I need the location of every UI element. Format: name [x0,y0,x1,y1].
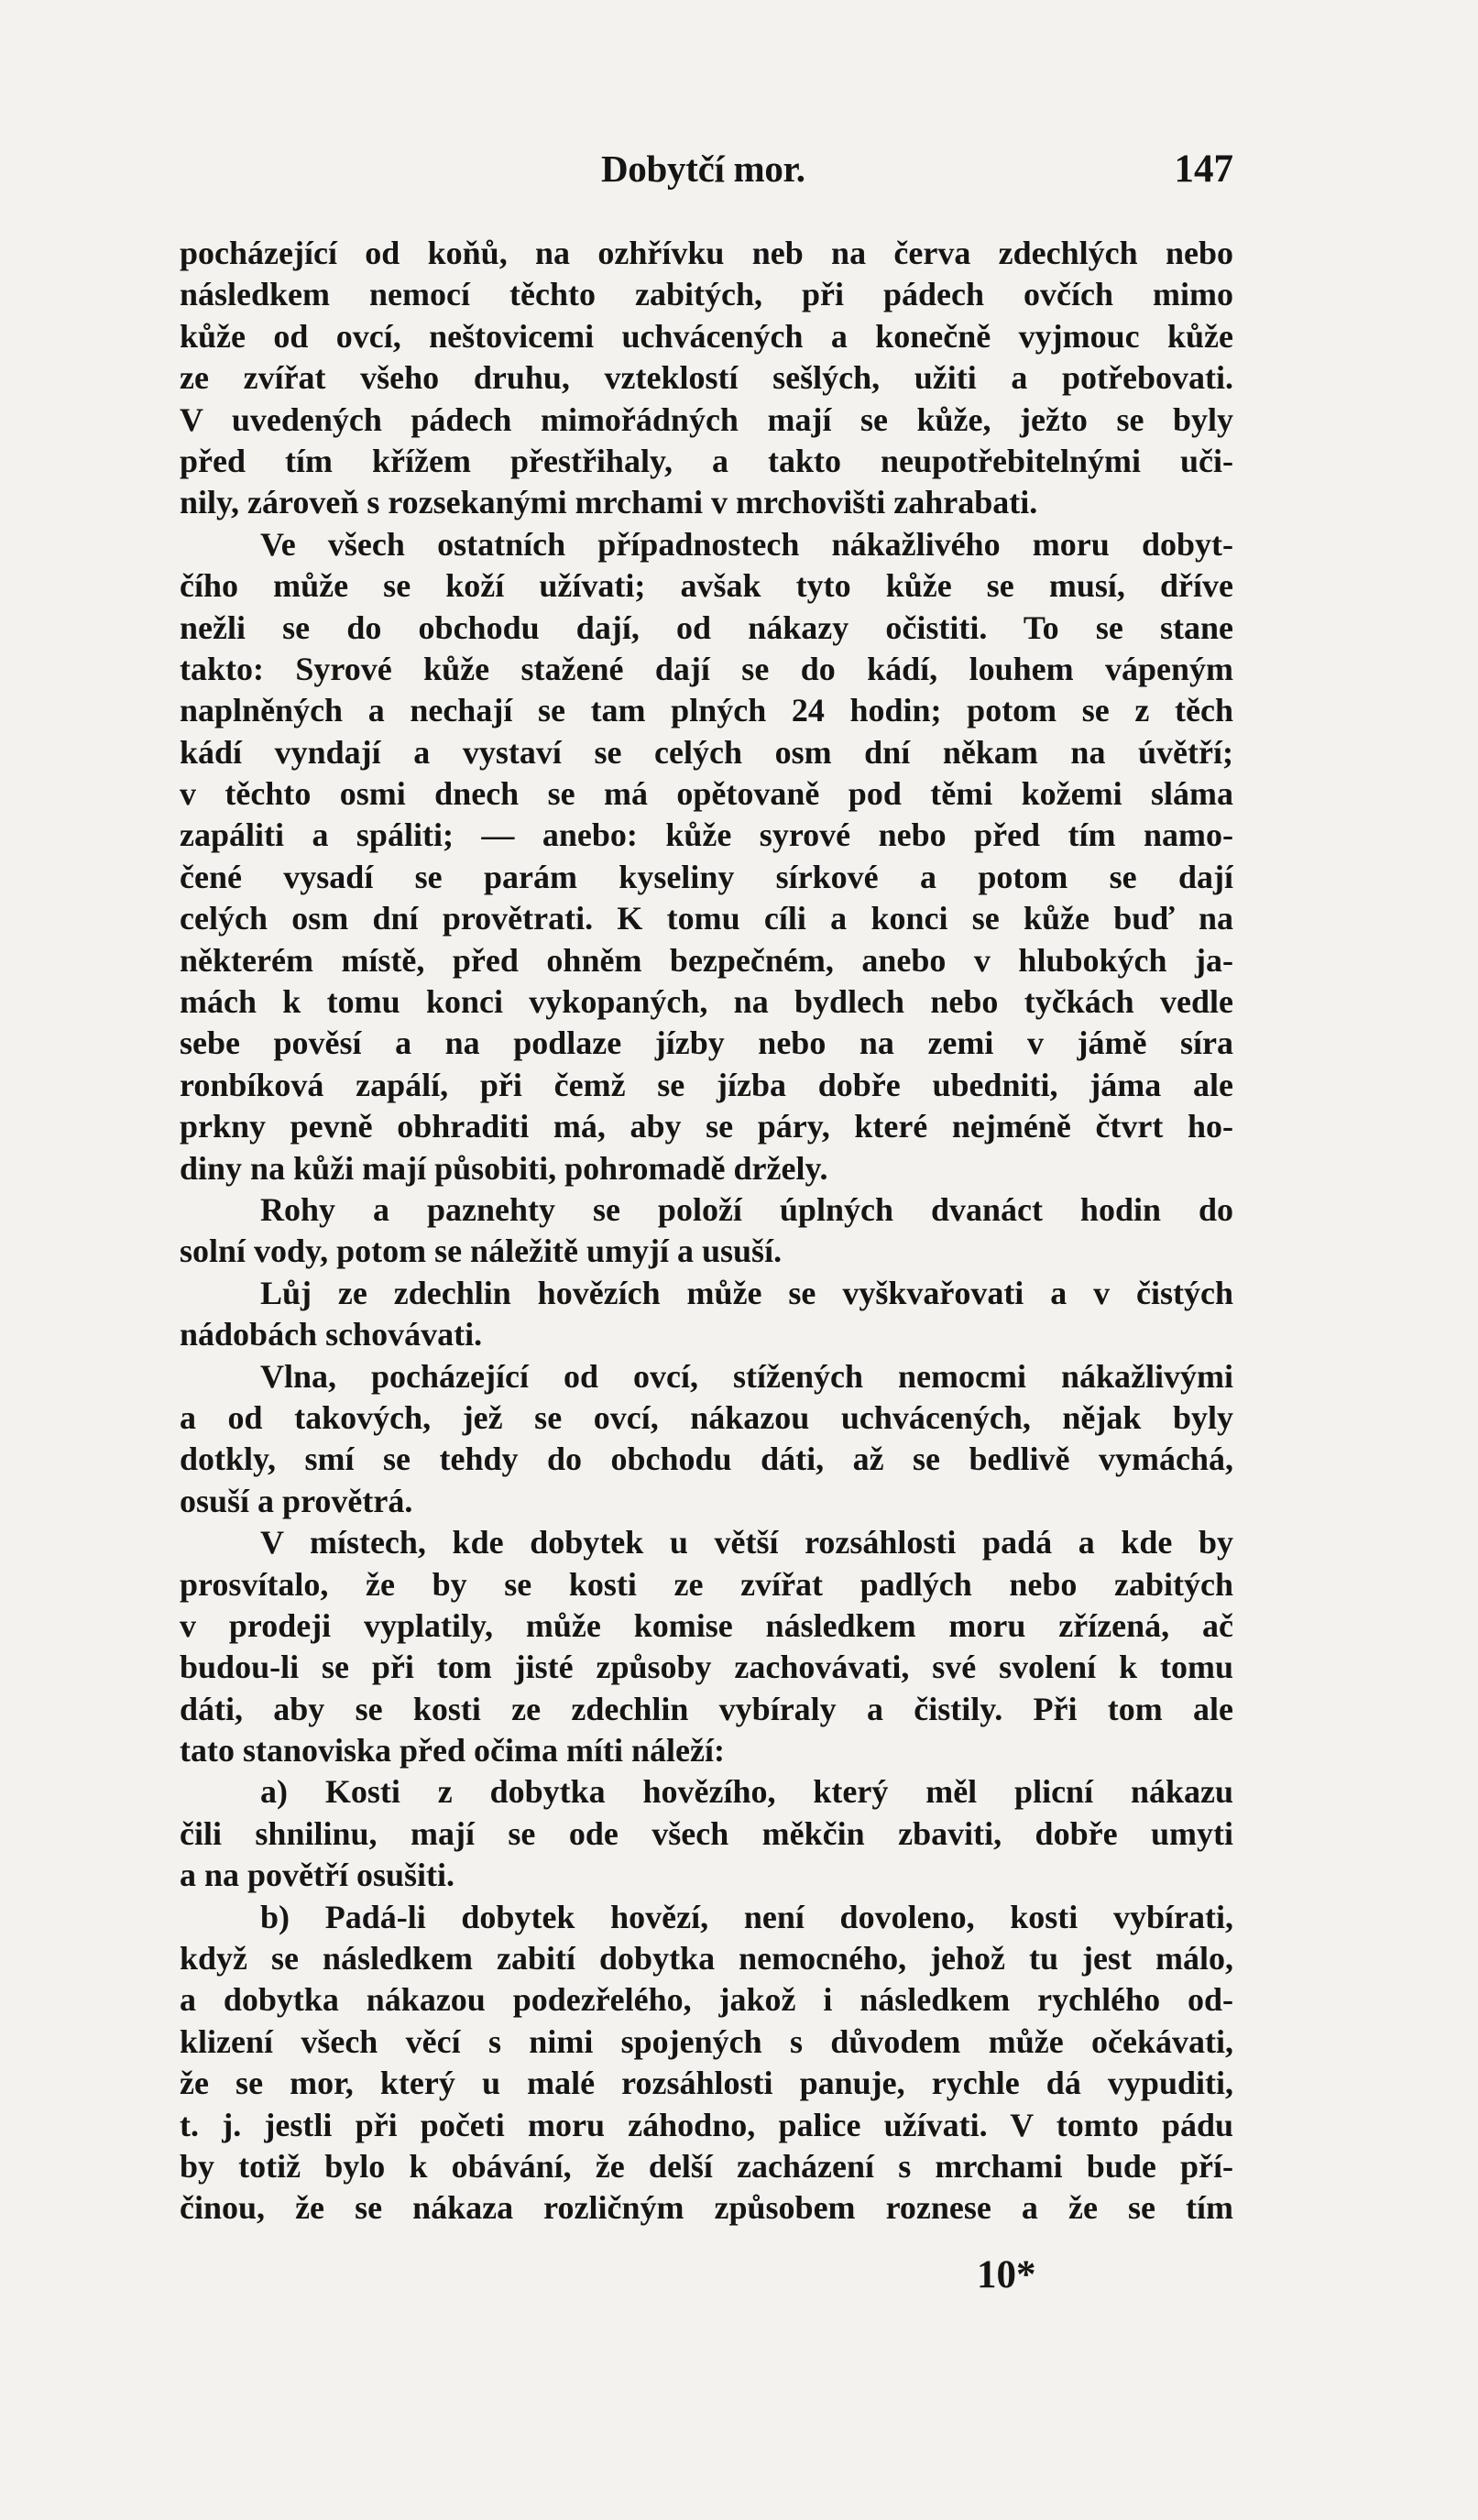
text-line: celých osm dní provětrati. K tomu cíli a konci se kůže buď na [180,900,1233,937]
text-line: kádí vyndají a vystaví se celých osm dní někam na úvětří; [180,733,1233,771]
text-line: nežli se do obchodu dají, od nákazy očistiti. To se stane [180,608,1233,646]
text-line: Rohy a paznehty se položí úplných dvanáct hodin do [260,1190,1233,1228]
text-line: před tím křížem přestřihaly, a takto neupotřebitelnými uči- [180,442,1233,479]
text-line: takto: Syrové kůže stažené dají se do kádí, louhem vápeným [180,650,1233,687]
text-line: a od takových, jež se ovcí, nákazou uchvácených, nějak byly [180,1398,1233,1436]
text-line: čené vysadí se parám kyseliny sírkové a potom se dají [180,858,1233,895]
text-line: činou, že se nákaza rozličným způsobem roznese a že se tím [180,2189,1233,2227]
text-line: solní vody, potom se náležitě umyjí a usuší. [180,1233,783,1270]
text-line: t. j. jestli při početi moru záhodno, palice užívati. V tomto pádu [180,2106,1233,2143]
text-line: některém místě, před ohněm bezpečném, anebo v hlubokých ja- [180,941,1233,979]
text-line: nily, zároveň s rozsekanými mrchami v mrchovišti zahrabati. [180,484,1038,521]
text-line: kůže od ovcí, neštovicemi uchvácených a konečně vyjmouc kůže [180,317,1233,355]
text-line: dáti, aby se kosti ze zdechlin vybíraly a čistily. Při tom ale [180,1690,1233,1727]
text-line: že se mor, který u malé rozsáhlosti panuje, rychle dá vypuditi, [180,2065,1233,2102]
text-line: V místech, kde dobytek u větší rozsáhlosti padá a kde by [260,1524,1233,1561]
page-number: 147 [1174,148,1233,191]
text-line: a) Kosti z dobytka hovězího, který měl plicní nákazu [260,1773,1233,1811]
text-line: prkny pevně obhraditi má, aby se páry, které nejméně čtvrt ho- [180,1108,1233,1145]
text-line: když se následkem zabití dobytka nemocného, jehož tu jest málo, [180,1940,1233,1978]
text-line: osuší a provětrá. [180,1482,413,1519]
text-line: a dobytka nákazou podezřelého, jakož i následkem rychlého od- [180,1981,1233,2019]
text-line: Ve všech ostatních případnostech nákažlivého moru dobyt- [260,525,1233,563]
text-line: mách k tomu konci vykopaných, na bydlech nebo tyčkách vedle [180,983,1233,1021]
text-line: Lůj ze zdechlin hovězích může se vyškvařovati a v čistých [260,1274,1233,1311]
text-line: čili shnilinu, mají se ode všech měkčin zbaviti, dobře umyti [180,1814,1233,1852]
text-line: zapáliti a spáliti; — anebo: kůže syrové nebo před tím namo- [180,816,1233,854]
page-header [180,147,1233,192]
text-line: v prodeji vyplatily, může komise následkem moru zřízená, ač [180,1606,1233,1644]
text-line: čího může se koží užívati; avšak tyto kůže se musí, dříve [180,567,1233,605]
text-line: a na povětří osušiti. [180,1857,455,1894]
text-line: následkem nemocí těchto zabitých, při pádech ovčích mimo [180,276,1233,313]
text-line: dotkly, smí se tehdy do obchodu dáti, až se bedlivě vymáchá, [180,1441,1233,1478]
text-line: V uvedených pádech mimořádných mají se kůže, ježto se byly [180,400,1233,438]
text-line: diny na kůži mají působiti, pohromadě držely. [180,1149,828,1187]
text-line: b) Padá-li dobytek hovězí, není dovoleno, kosti vybírati, [260,1898,1233,1935]
text-line: by totiž bylo k obávání, že delší zacházení s mrchami bude pří- [180,2147,1233,2185]
signature-mark: 10* [977,2253,1036,2296]
running-title: Dobytčí mor. [601,148,805,190]
text-line: tato stanoviska před očima míti náleží: [180,1732,725,1769]
text-line: pocházející od koňů, na ozhřívku neb na červa zdechlých nebo [180,235,1233,271]
text-line: Vlna, pocházející od ovcí, stížených nemocmi nákažlivými [260,1357,1233,1395]
text-line: sebe pověsí a na podlaze jízby nebo na zemi v jámě síra [180,1024,1233,1062]
text-line: naplněných a nechají se tam plných 24 hodin; potom se z těch [180,692,1233,729]
text-line: ronbíková zapálí, při čemž se jízba dobře ubedniti, jáma ale [180,1066,1233,1103]
text-line: v těchto osmi dnech se má opětovaně pod těmi kožemi sláma [180,775,1233,813]
text-line: prosvítalo, že by se kosti ze zvířat padlých nebo zabitých [180,1565,1233,1603]
text-line: klizení všech věcí s nimi spojených s důvodem může očekávati, [180,2022,1233,2060]
body-text [180,233,1233,2230]
text-line: nádobách schovávati. [180,1316,483,1353]
text-line: budou-li se při tom jisté způsoby zachovávati, své svolení k tomu [180,1649,1233,1686]
text-line: ze zvířat všeho druhu, vzteklostí sešlých, užiti a potřebovati. [180,359,1233,397]
